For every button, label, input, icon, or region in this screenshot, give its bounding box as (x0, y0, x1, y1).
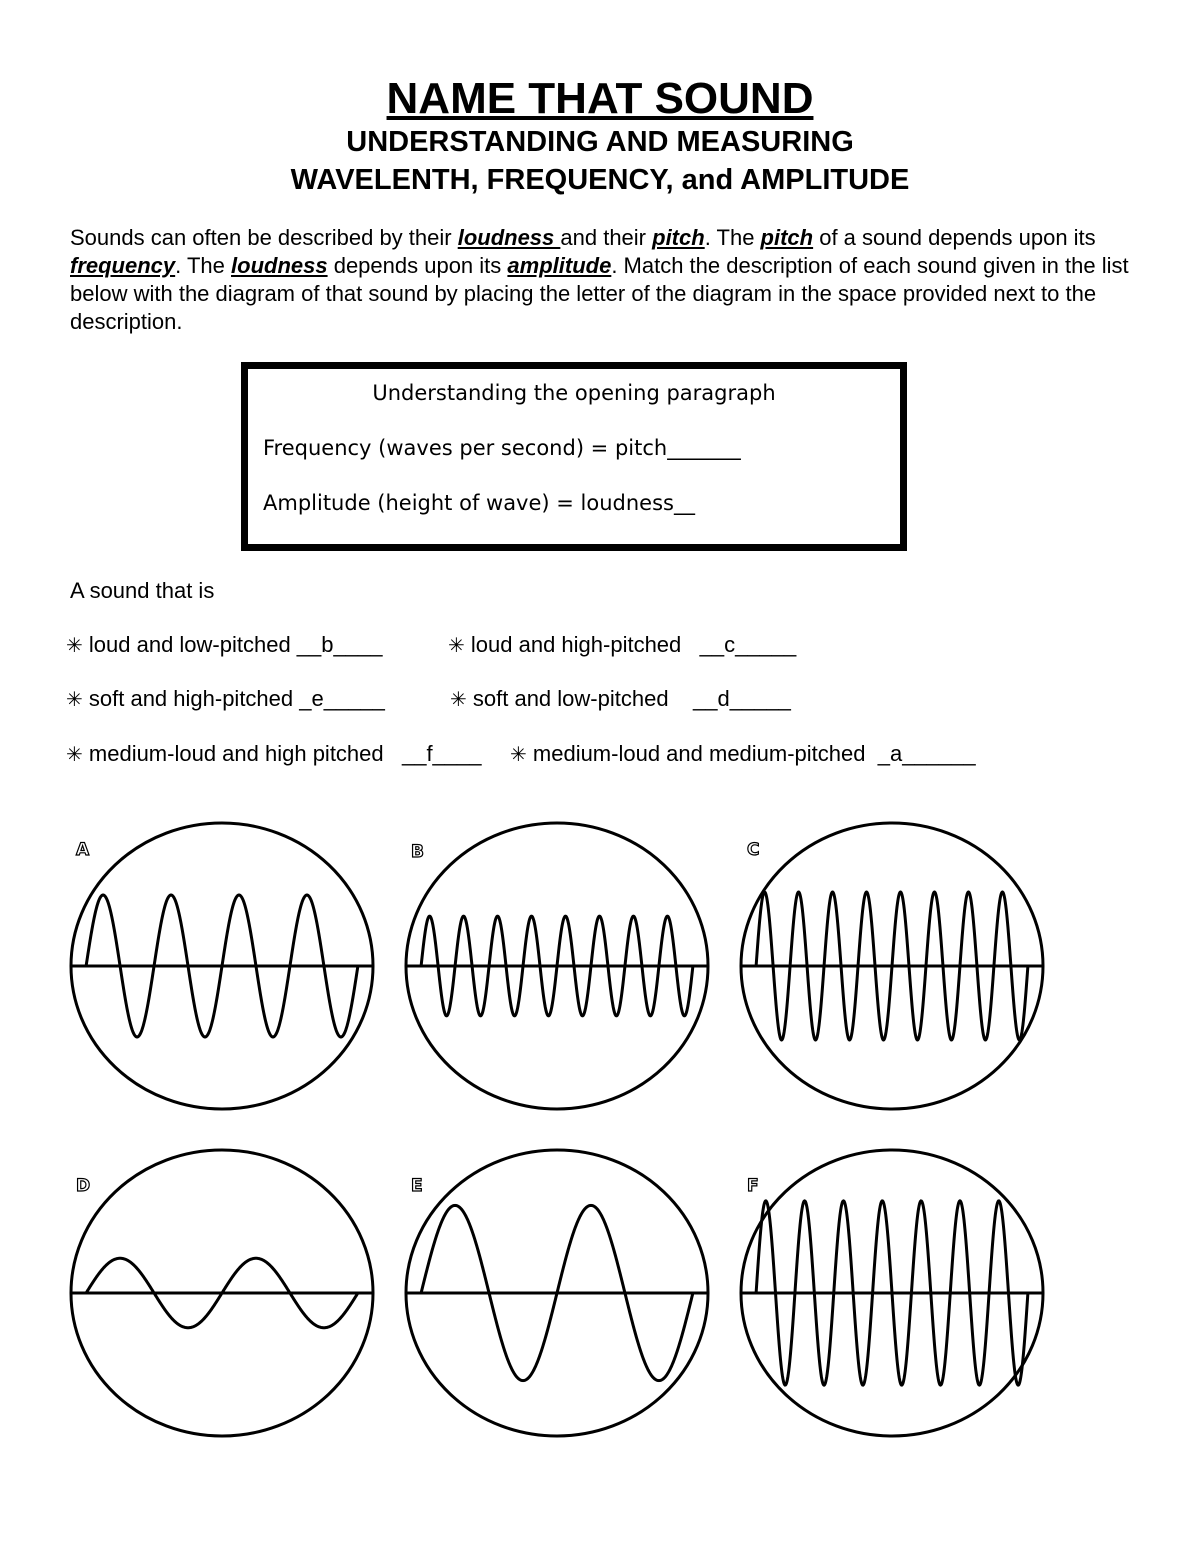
asterisk-icon: ✳ (66, 689, 83, 711)
asterisk-icon: ✳ (66, 635, 83, 657)
worksheet-subtitle-2: WAVELENTH, FREQUENCY, and AMPLITUDE (290, 164, 910, 196)
intro-text: . The (175, 253, 232, 278)
question-item (66, 632, 382, 658)
keyword-pitch: pitch (760, 225, 814, 250)
diagram-label: E (411, 1176, 423, 1196)
wave-diagram-b (401, 818, 713, 1114)
intro-text: and their (560, 225, 653, 250)
worksheet-subtitle: UNDERSTANDING AND MEASURING (346, 126, 854, 158)
asterisk-icon: ✳ (450, 689, 467, 711)
question-item (66, 741, 482, 767)
wave-diagram-a (66, 818, 378, 1114)
wave-diagram-f (736, 1145, 1048, 1441)
questions-lead: A sound that is (70, 578, 215, 603)
wave-diagram-d (66, 1145, 378, 1441)
question-item (66, 686, 385, 712)
question-text: loud and low-pitched __b____ (88, 632, 383, 657)
question-text: medium-loud and medium-pitched _a______ (532, 741, 976, 766)
intro-paragraph (70, 224, 1140, 336)
asterisk-icon: ✳ (510, 744, 527, 766)
question-text: medium-loud and high pitched __f____ (88, 741, 482, 766)
intro-text: Sounds can often be described by their (70, 225, 458, 250)
keyword-amplitude: amplitude (507, 253, 612, 278)
diagram-label: F (747, 1176, 759, 1196)
question-item (510, 741, 976, 767)
diagram-label: B (411, 842, 424, 862)
question-text: soft and low-pitched __d_____ (472, 686, 791, 711)
asterisk-icon: ✳ (66, 744, 83, 766)
intro-text: . Match the description of each sound given in the list below with the diagram of that sound by placing the letter of the diagram in the space provided next to the description. (70, 253, 1129, 334)
intro-text: depends upon its (327, 253, 508, 278)
summary-box (241, 362, 907, 551)
question-item (448, 632, 796, 658)
intro-text: . The (704, 225, 761, 250)
summary-box-title: Understanding the opening paragraph (372, 381, 776, 405)
question-text: loud and high-pitched __c_____ (470, 632, 797, 657)
keyword-pitch: pitch (652, 225, 705, 250)
amplitude-line: Amplitude (height of wave) = loudness__ (263, 491, 695, 515)
frequency-line: Frequency (waves per second) = pitch_______ (263, 436, 741, 460)
diagram-label: C (747, 840, 760, 860)
keyword-loudness: loudness (457, 225, 561, 250)
keyword-loudness: loudness (231, 253, 328, 278)
wave-diagram-c (736, 818, 1048, 1114)
diagram-label: D (76, 1176, 91, 1196)
diagram-label: A (76, 840, 90, 860)
intro-text: of a sound depends upon its (813, 225, 1096, 250)
wave-diagram-e (401, 1145, 713, 1441)
asterisk-icon: ✳ (448, 635, 465, 657)
keyword-frequency: frequency (70, 253, 176, 278)
question-text: soft and high-pitched _e_____ (88, 686, 385, 711)
worksheet-title: NAME THAT SOUND (386, 74, 814, 123)
question-item (450, 686, 791, 712)
